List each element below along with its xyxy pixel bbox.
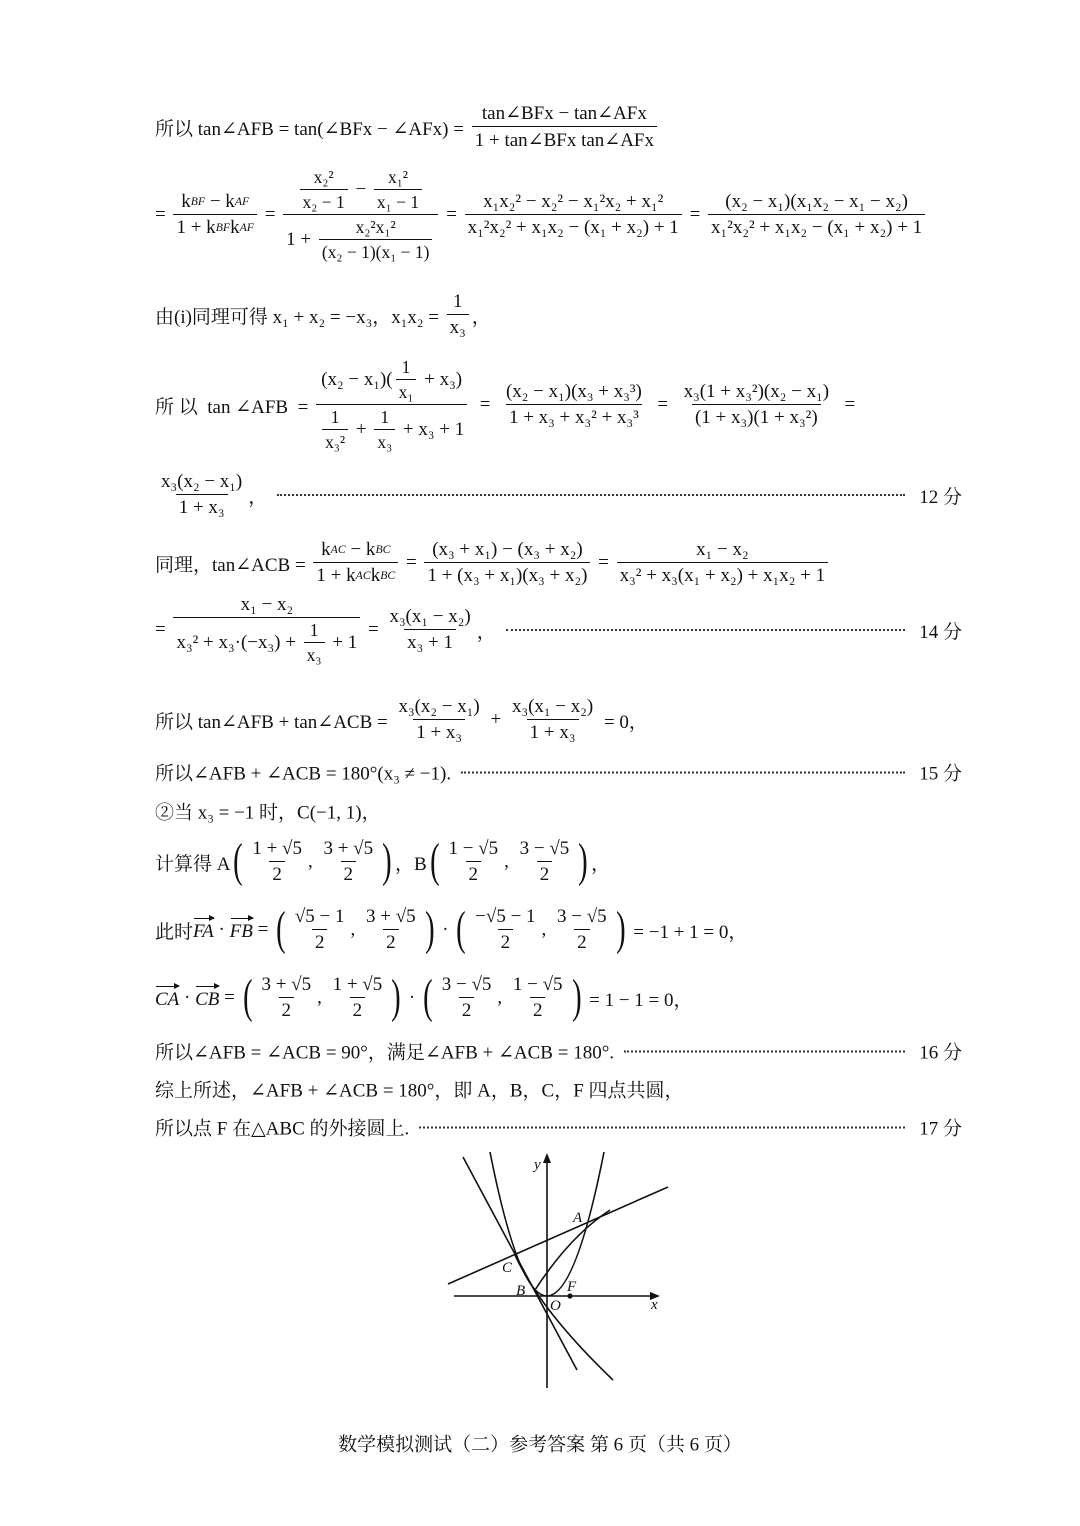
math-text: = (252, 919, 274, 940)
math-text: x₁²x₂² + x₁x₂ − (x₁ + x₂) + 1 (711, 217, 923, 238)
math-text: + (485, 709, 506, 730)
denominator (176, 494, 228, 519)
math-text: x₃² (325, 432, 346, 452)
math-text: x₃(x₁ − x₂) (389, 606, 471, 627)
math-text: = (441, 204, 462, 225)
fraction (283, 167, 438, 263)
numerator (385, 167, 411, 189)
math-text: = (155, 204, 171, 225)
score-mark: 14 分 (919, 621, 962, 643)
fraction (472, 102, 657, 152)
math-text: 2 (281, 1000, 292, 1021)
coordinate-pair (273, 906, 437, 954)
dot-leader (506, 629, 906, 631)
math-text: = 0， (599, 711, 648, 733)
math-text: 由(i)同理可得 x₁ + x₂ = −x₃，x₁x₂ = (155, 306, 444, 328)
math-text: k (230, 217, 240, 238)
math-text: 1 + √5 (332, 974, 383, 995)
math-text: x₃² + x₃·(−x₃) + (176, 632, 301, 653)
numerator (292, 906, 348, 929)
math-text: 所以 tan∠AFB = tan(∠BFx − ∠AFx) = (155, 118, 469, 140)
numerator (681, 381, 832, 404)
coordinate-pair (240, 974, 404, 1022)
denominator (537, 861, 553, 886)
dot-leader (461, 771, 905, 773)
denominator (341, 861, 357, 886)
fraction (472, 906, 538, 954)
solution-line (155, 594, 962, 666)
denominator (472, 126, 657, 152)
math-text: 综上所述，∠AFB + ∠ACB = 180°，即 A，B，C，F 四点共圆， (155, 1080, 684, 1102)
page-footer: 数学模拟测试（二）参考答案 第 6 页（共 6 页） (338, 1434, 742, 1456)
math-text: 2 (386, 932, 396, 953)
math-text: = (363, 619, 384, 640)
math-text: , (307, 851, 318, 872)
denominator (304, 642, 325, 666)
math-text: = −1 + 1 = 0， (628, 921, 748, 943)
math-text: = (259, 204, 281, 225)
denominator (617, 562, 828, 587)
numerator (510, 974, 566, 997)
subscript: BC (380, 569, 396, 582)
math-text: 同理，tan∠ACB = (155, 554, 311, 576)
numerator (386, 606, 473, 629)
math-text: x₁x₂² − x₂² − x₁²x₂ + x₁² (483, 191, 664, 212)
math-text: 2 (468, 864, 479, 885)
numerator (330, 974, 386, 997)
subscript: BF (215, 221, 231, 234)
math-text: 1 + (286, 229, 316, 250)
math-text: 3 − √5 (557, 906, 607, 927)
math-text: (x₂ − 1)(x₁ − 1) (321, 242, 430, 262)
score-mark: 15 分 (919, 763, 962, 785)
math-text: 1 + x₃ (178, 497, 225, 518)
math-text: + x₃) (419, 369, 463, 390)
math-text: x₁²x₂² + x₁x₂ − (x₁ + x₂) + 1 (467, 217, 679, 238)
math-text: ， (476, 621, 496, 643)
denominator (404, 629, 456, 654)
subscript: AF (239, 221, 254, 234)
math-text: k (181, 191, 191, 212)
math-text: x₃(x₁ − x₂) (511, 696, 594, 717)
denominator (692, 404, 821, 429)
math-text: 2 (532, 1000, 543, 1021)
numerator (517, 838, 573, 861)
math-text: ②当 x₃ = −1 时，C(−1, 1)， (155, 802, 381, 824)
fraction (510, 974, 566, 1022)
line-ca (448, 1187, 668, 1284)
math-text: x₁ − x₂ (696, 539, 749, 560)
fraction (509, 696, 596, 744)
math-text: x₃ (377, 432, 393, 452)
parabola-figure (440, 1150, 680, 1390)
numerator (722, 191, 911, 214)
numerator (479, 102, 650, 126)
numerator (307, 620, 322, 642)
dot-leader (419, 1126, 905, 1128)
solution-line (155, 798, 381, 825)
vector: FB (230, 917, 253, 943)
denominator (312, 929, 328, 954)
math-text: , (317, 987, 327, 1008)
math-text: ( √5 − 1 (294, 906, 345, 927)
math-text: x₁ (398, 382, 414, 402)
math-text: · (179, 987, 196, 1008)
math-text: ( −√5 − 1 (475, 906, 536, 927)
denominator (574, 929, 590, 954)
math-text: x₁² (387, 167, 409, 187)
fraction (708, 191, 925, 239)
math-text: 1 + tan∠BFx tan∠AFx (474, 130, 654, 151)
fraction (681, 381, 832, 429)
denominator (269, 861, 285, 886)
solution-line (155, 102, 660, 152)
fraction (258, 974, 314, 1022)
numerator (693, 539, 751, 562)
solution-line (155, 759, 962, 786)
math-text: − (350, 179, 371, 200)
vector: FA (193, 917, 214, 943)
denominator (465, 214, 682, 239)
math-text: 1 + x₃ (529, 722, 576, 743)
denominator (316, 404, 467, 453)
math-text: 1 (330, 407, 340, 427)
solution-line (155, 357, 855, 453)
fraction (330, 974, 386, 1022)
numerator (353, 217, 399, 239)
numerator (318, 539, 393, 562)
fraction (322, 407, 348, 453)
math-text: 所以∠AFB = ∠ACB = 90°，满足∠AFB + ∠ACB = 180°. (155, 1042, 615, 1064)
fraction (439, 974, 495, 1022)
math-text: x₃ (306, 645, 322, 665)
denominator (413, 719, 465, 744)
denominator (530, 997, 546, 1022)
math-text: 1 + (x₃ + x₁)(x₃ + x₂) (427, 565, 588, 586)
denominator (319, 239, 433, 263)
math-text: ，B (394, 853, 427, 875)
math-text: x₃ + 1 (407, 632, 453, 653)
math-text: x₂² (313, 167, 334, 187)
denominator (527, 719, 579, 744)
denominator (173, 617, 360, 666)
numerator (363, 906, 419, 929)
math-text: (1 + x₃)(1 + x₃²) (694, 407, 818, 428)
math-text: 2 (500, 932, 511, 953)
fraction (300, 167, 348, 213)
numerator (311, 167, 337, 189)
math-text: 1 (452, 291, 463, 312)
math-text: ( 1 + √5 (252, 838, 302, 859)
denominator (350, 997, 366, 1022)
numerator (509, 696, 596, 719)
math-text: · (437, 919, 454, 940)
math-text: 所以∠AFB + ∠ACB = 180°(x₃ ≠ −1). (155, 763, 452, 785)
solution-line (155, 1038, 962, 1065)
fraction (445, 838, 501, 886)
math-text: (x₂ − x₁)(x₃ + x₃³) (505, 381, 642, 402)
denominator (279, 997, 295, 1022)
numerator (445, 838, 501, 861)
fraction (554, 906, 610, 954)
numerator (249, 838, 305, 861)
denominator (374, 429, 395, 453)
math-text: tan∠BFx − tan∠AFx (481, 103, 647, 124)
math-text: x₃² + x₃(x₁ + x₂) + x₁x₂ + 1 (619, 565, 826, 586)
math-text: ， (471, 306, 491, 328)
numerator (429, 539, 585, 562)
fraction (396, 357, 417, 403)
subscript: AF (234, 195, 250, 208)
score-mark: 17 分 (919, 1118, 962, 1140)
fraction (424, 539, 590, 587)
math-text: k (321, 539, 331, 560)
denominator (173, 214, 256, 239)
math-text: 所以 tan∠AFB + tan∠ACB = (155, 711, 393, 733)
fraction (304, 620, 325, 666)
solution-line (155, 838, 610, 886)
math-text: x₁ − x₂ (240, 594, 294, 615)
fraction (465, 191, 682, 239)
label-x: x (651, 1297, 658, 1313)
fraction (173, 594, 360, 666)
math-text: 所 以 tan ∠AFB = (155, 396, 314, 418)
label-b: B (516, 1283, 526, 1299)
math-text: 3 + √5 (323, 838, 374, 859)
solution-line (155, 1076, 684, 1103)
math-text: 2 (314, 932, 325, 953)
vector: CB (195, 985, 219, 1011)
score-mark: 16 分 (919, 1042, 962, 1064)
math-text: , (350, 919, 361, 940)
math-text: x₃(1 + x₃²)(x₂ − x₁) (683, 381, 830, 402)
math-text: 2 (577, 932, 587, 953)
math-text: = (401, 552, 422, 573)
math-text: = 1 − 1 = 0， (584, 989, 693, 1011)
math-text: , (504, 851, 514, 872)
numerator (318, 357, 465, 404)
math-text: 1 + x₃ + x₃² + x₃³ (508, 407, 639, 428)
math-text: = (593, 552, 614, 573)
numerator (258, 974, 314, 997)
curve-cb (515, 1255, 613, 1380)
math-text: 3 + √5 (366, 906, 416, 927)
fraction (319, 217, 433, 263)
math-text: − k (345, 539, 376, 560)
subscript: BC (375, 543, 391, 556)
math-text: 2 (461, 1000, 472, 1021)
math-text: 1 (401, 357, 411, 377)
math-text: + x₃ + 1 (398, 419, 465, 440)
label-f: F (567, 1279, 577, 1295)
denominator (383, 929, 399, 954)
numerator (450, 291, 466, 314)
fraction (173, 191, 256, 239)
math-text: = (219, 987, 240, 1008)
math-text: x₃(x₂ − x₁) (161, 471, 243, 492)
numerator (554, 906, 610, 929)
fraction (249, 838, 305, 886)
math-text: = (835, 394, 856, 415)
math-text: 所以点 F 在△ABC 的外接圆上. (155, 1118, 410, 1140)
math-text: 2 (272, 864, 282, 885)
dot-leader (277, 494, 905, 496)
math-text: x₃ (449, 317, 466, 338)
math-text: x₃(x₂ − x₁) (398, 696, 480, 717)
math-text: + 1 (327, 632, 358, 653)
denominator (708, 214, 925, 239)
fraction (363, 906, 419, 954)
fraction (617, 539, 828, 587)
numerator (238, 594, 296, 617)
denominator (322, 429, 348, 453)
math-text: = (684, 204, 706, 225)
solution-line (155, 291, 491, 339)
math-text: 2 (539, 864, 550, 885)
denominator (447, 314, 469, 339)
math-text: 1 + x₃ (416, 722, 463, 743)
fraction (316, 357, 467, 453)
math-text: − k (205, 191, 235, 212)
math-text: ， (248, 486, 268, 508)
denominator (498, 929, 514, 954)
math-text: (x₃ + x₁) − (x₃ + x₂) (432, 539, 583, 560)
solution-line (155, 539, 831, 587)
denominator (466, 861, 482, 886)
solution-line (155, 974, 693, 1022)
score-mark: 12 分 (919, 486, 962, 508)
math-text: 1 (309, 620, 319, 640)
denominator (374, 189, 422, 213)
math-text: x₂ − 1 (302, 192, 345, 212)
numerator (395, 696, 482, 719)
label-o: O (550, 1298, 561, 1314)
subscript: AC (330, 543, 346, 556)
label-c: C (502, 1260, 513, 1276)
coordinate-pair (453, 906, 628, 954)
solution-line (155, 906, 747, 954)
denominator (506, 404, 642, 429)
math-text: (x₂ − x₁)( (321, 369, 393, 390)
math-text: ， (591, 853, 611, 875)
math-text: ( 1 − √5 (448, 838, 499, 859)
math-text: 2 (343, 864, 354, 885)
math-text: x₂²x₁² (355, 217, 396, 237)
solution-line (155, 471, 962, 519)
numerator (320, 838, 376, 861)
math-text: 3 − √5 (519, 838, 570, 859)
fraction (292, 906, 348, 954)
fraction (503, 381, 645, 429)
fraction (313, 539, 398, 587)
fraction (320, 838, 376, 886)
math-text: 此时 (155, 921, 194, 943)
math-text: , (541, 919, 552, 940)
math-text: = (647, 394, 678, 415)
dot-leader (624, 1050, 905, 1052)
numerator (399, 357, 414, 379)
math-text: + (351, 419, 372, 440)
denominator (459, 997, 475, 1022)
math-text: · (404, 987, 420, 1008)
numerator (439, 974, 495, 997)
fraction (374, 167, 422, 213)
fraction (386, 606, 473, 654)
math-text: ( 3 − √5 (441, 974, 492, 995)
math-text: = (155, 619, 171, 640)
math-text: 1 + k (316, 565, 356, 586)
numerator (328, 407, 343, 429)
math-text: 计算得 A (155, 853, 231, 875)
numerator (294, 167, 429, 214)
math-text: 1 − √5 (512, 974, 563, 995)
numerator (158, 471, 245, 494)
numerator (480, 191, 666, 214)
math-text: , (497, 987, 507, 1008)
fraction (158, 471, 245, 519)
numerator (377, 407, 392, 429)
solution-line (155, 1114, 962, 1141)
math-text: 1 + k (176, 217, 216, 238)
y-axis-arrow (543, 1153, 551, 1163)
math-text: (x₂ − x₁)(x₁x₂ − x₁ − x₂) (725, 191, 908, 212)
label-y: y (534, 1157, 541, 1173)
label-a: A (573, 1210, 583, 1226)
vector: CA (155, 985, 179, 1011)
numerator (472, 906, 538, 929)
math-text: k (370, 565, 381, 586)
numerator (503, 381, 645, 404)
denominator (396, 379, 417, 403)
subscript: BF (190, 195, 206, 208)
coordinate-pair (420, 974, 584, 1022)
math-text: x₁ − 1 (376, 192, 420, 212)
numerator (178, 191, 252, 214)
math-text: · (213, 919, 230, 940)
fraction (395, 696, 482, 744)
denominator (424, 562, 590, 587)
denominator (313, 562, 398, 587)
fraction (517, 838, 573, 886)
math-text: ( 3 + √5 (261, 974, 312, 995)
solution-line (155, 696, 648, 744)
denominator (283, 214, 438, 263)
fraction (374, 407, 395, 453)
solution-line (155, 167, 928, 263)
coordinate-pair (427, 838, 591, 886)
math-text: 2 (352, 1000, 363, 1021)
coordinate-pair (230, 838, 394, 886)
fraction (447, 291, 469, 339)
denominator (300, 189, 348, 213)
subscript: AC (355, 569, 371, 582)
math-text: = (470, 394, 500, 415)
math-text: 1 (380, 407, 390, 427)
